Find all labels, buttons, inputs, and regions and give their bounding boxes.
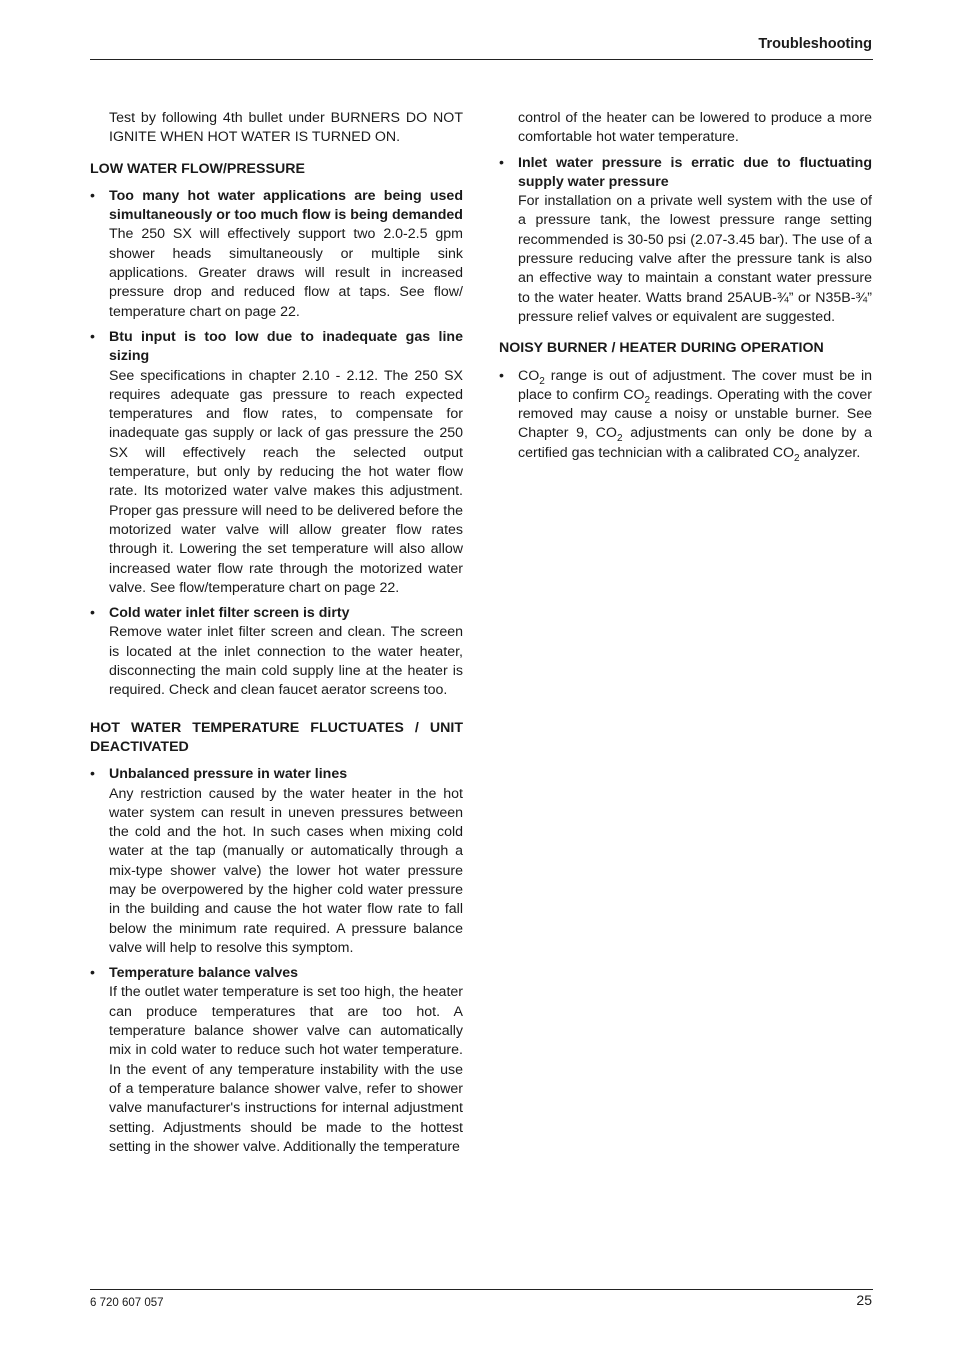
intro-paragraph: Test by following 4th bullet under BURNERS DO NOT IGNITE WHEN HOT WATER IS TURNED ON. — [109, 110, 463, 146]
item-body: See specifications in chapter 2.10 - 2.12. The 250 SX requires adequate gas pressure to reach expected temperatures and flow rates, to compensate for inadequate gas supply or lack of gas pressure the 250 SX will effectively reach the selected output temperature, but only by reducing the hot water flow rate. Its motorized water valve makes this adjustment. Proper gas pressure will need to be delivered before the motorized water valve will allow greater flow rates through it. Lowering the set temperature will also allow increased water flow rate through the motorized water valve. See flow/temperature chart on page 22. — [109, 367, 463, 596]
item-body: Remove water inlet filter screen and clean. The screen is located at the inlet connection to the water heater, disconnecting the main cold supply line at the heater is required. Check and clean faucet aerator screens too. — [109, 624, 463, 699]
bullet-icon: • — [90, 965, 95, 982]
right-column — [499, 109, 872, 469]
item-title: Cold water inlet filter screen is dirty — [109, 605, 350, 622]
section-heading-low-water-flow: LOW WATER FLOW/PRESSURE — [90, 160, 305, 177]
item-body: Any restriction caused by the water heater in the hot water system can result in uneven pressures between the cold and the hot. In such cases when mixing cold water at the tap (manually or automatically through a mix-type shower valve) the lower hot water pressure may be overpowered by the higher cold water pressure in the building and cause the hot water flow rate to fall below the minimum rate required. A pressure balance valve will help to resolve this symptom. — [109, 785, 463, 956]
item-title: Inlet water pressure is erratic due to fluctuating supply water pressure — [518, 154, 872, 190]
list-item — [499, 154, 872, 328]
list-item — [90, 765, 463, 958]
item-title: Unbalanced pressure in water lines — [109, 766, 348, 783]
item-title: Btu input is too low due to inadequate gas line sizing — [109, 328, 463, 365]
bullet-icon: • — [90, 328, 95, 345]
list-item — [90, 964, 463, 1157]
item-title: Too many hot water applications are being used simultaneously or too much flow is being demanded — [109, 187, 463, 224]
left-column — [90, 109, 463, 1163]
list-item — [499, 367, 872, 463]
document-number: 6 720 607 057 — [90, 1297, 164, 1309]
item-body: If the outlet water temperature is set too high, the heater can produce temperatures that are too hot. A temperature balance shower valve can automatically mix in cold water to reduce such hot water temperature. In the event of any temperature instability with the use of a temperature balance shower valve, refer to shower valve manufacturer's instructions for internal adjustment setting. Adjustments should be made to the hottest setting in the shower valve. Additionally the temperature — [109, 984, 463, 1155]
item-body: For installation on a private well system with the use of a pressure tank, the lowest pressure range setting recommended is 30-50 psi (2.07-3.45 bar). The use of a pressure reducing valve after the pressure tank is also an effective way to maintain a constant water pressure to the water heater. Watts brand 25AUB-¾” or N35B-¾” pressure relief valves or equivalent are suggested. — [518, 193, 872, 325]
bullet-icon: • — [90, 605, 95, 622]
item-body-co2: $CO_2$ range is out of adjustment. The cover must be in place to confirm $CO_2$ readings. Operating with the cover removed may cause a noisy or unstable burner. See Chapter 9, $CO_2$ adjustments can only be done by a certified gas technician with a calibrated $CO_2$ analyzer. — [518, 367, 872, 464]
section-heading-temperature-fluctuates: HOT WATER TEMPERATURE FLUCTUATES / UNIT DEACTIVATED — [90, 719, 463, 755]
bullet-icon: • — [90, 187, 95, 204]
list-item — [90, 187, 463, 322]
list-item — [90, 328, 463, 598]
header-rule — [90, 59, 873, 60]
continuation-paragraph: control of the heater can be lowered to produce a more comfortable hot water temperature. — [518, 110, 872, 146]
item-body: The 250 SX will effectively support two 2.0-2.5 gpm shower heads simultaneously or multiple sink applications. Greater draws will result in increased pressure drop and reduced flow at taps. See flow/ temperature chart on page 22. — [109, 226, 463, 320]
list-item — [90, 604, 463, 700]
page-header-title: Troubleshooting — [758, 36, 872, 52]
bullet-icon: • — [499, 367, 504, 384]
bullet-icon: • — [499, 154, 504, 171]
item-title: Temperature balance valves — [109, 965, 299, 982]
section-heading-noisy-burner: NOISY BURNER / HEATER DURING OPERATION — [499, 340, 824, 357]
page-number: 25 — [856, 1292, 872, 1308]
footer-rule — [90, 1289, 873, 1290]
bullet-icon: • — [90, 766, 95, 783]
